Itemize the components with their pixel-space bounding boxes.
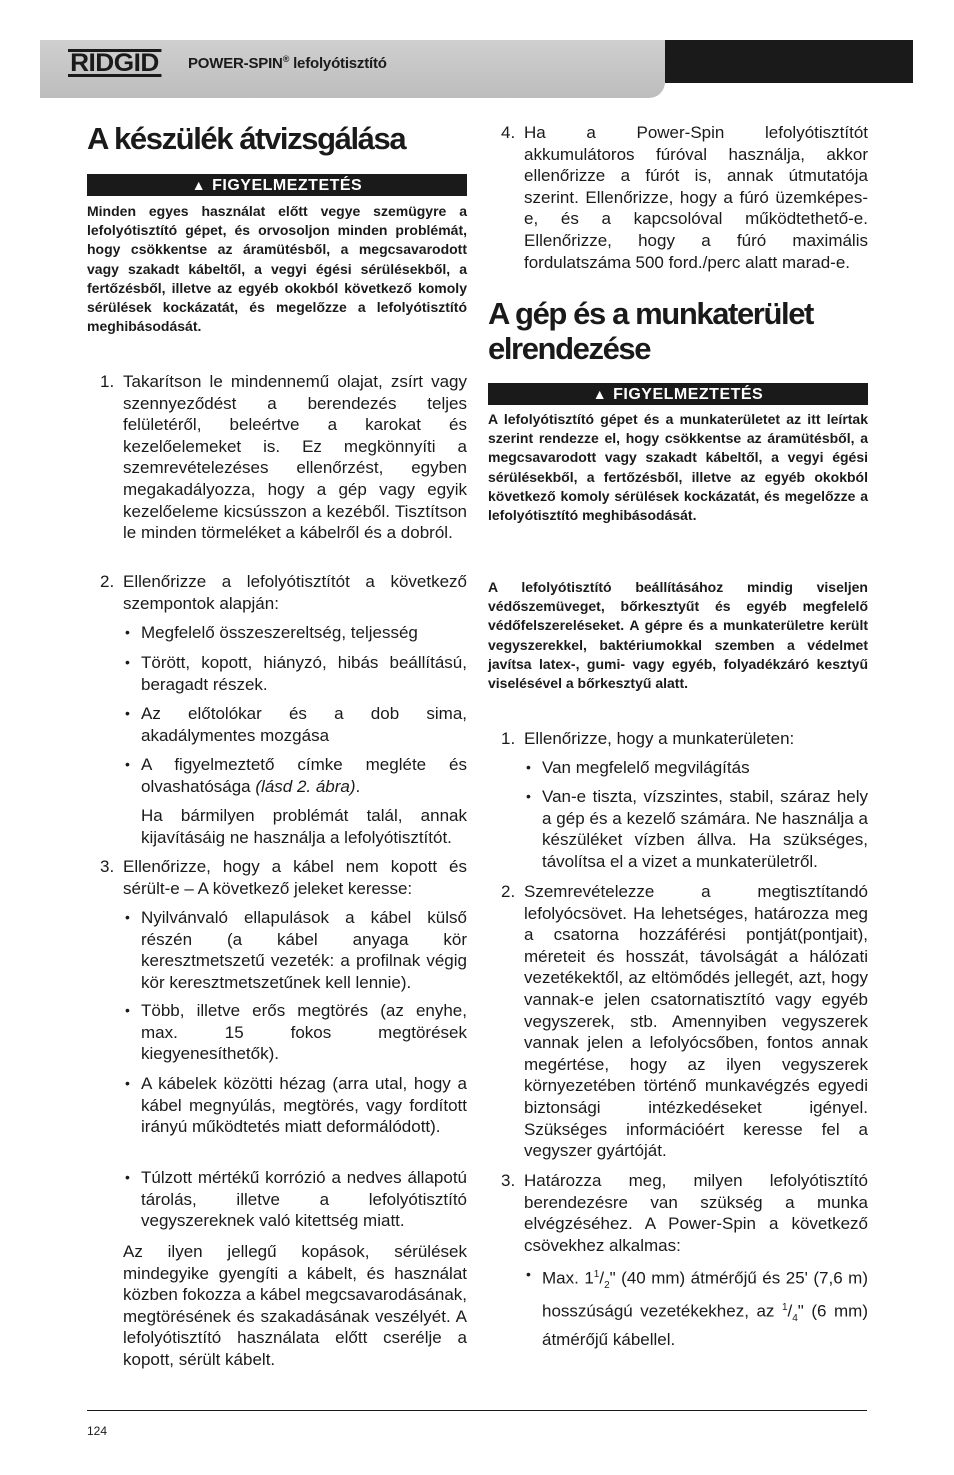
list-item: 3. Határozza meg, milyen lefolyótisztító berendezésre van szükség a munka elvégzéséhez. A Power-Spin a következő csövekhez alkalmas: xyxy=(501,1171,868,1255)
warning-text: A lefolyótisztító beállításához mindig viseljen védőszemüveget, bőrkesztyűt és egyéb megfelelő védőfelszereléseket. A gépre és a munkaterületre került vegyszerekkel, baktériumokkal szemben a védelmet javítsa latex-, gumi- vagy egyéb, folyadékzáró kesztyű viselésével a bőrkesztyű alatt. xyxy=(488,579,868,692)
warning-triangle-icon: ▲ xyxy=(191,177,207,193)
warning-banner: ▲ FIGYELMEZTETÉS xyxy=(488,383,868,405)
bullet-item: • Van megfelelő megvilágítás xyxy=(526,758,750,777)
bullet-item: • Az előtolókar és a dob sima, akadálymentes mozgása xyxy=(125,704,467,745)
bullet-item: • Túlzott mértékű korrózió a nedves állapotú tárolás, illetve a lefolyótisztító vegyszereknek való kitettség miatt. xyxy=(125,1168,467,1231)
figure-reference: (lásd 2. ábra) xyxy=(255,776,356,796)
warning-text: A lefolyótisztító gépet és a munkaterületet az itt leírtak szerint rendezze el, hogy csökkentse az áramütésből, a megcsavarodott vagy szakadt kábeltől, a vegyi égési sérülésekből, a fertőzésből, illetve az egyéb okokból következő komoly sérülések kockázatát, és megelőzze a lefolyótisztító meghibásodását. xyxy=(488,411,868,524)
footer-divider xyxy=(87,1410,867,1411)
note-text: Ha bármilyen problémát talál, annak kijavításáig ne használja a lefolyótisztítót. xyxy=(141,806,467,847)
page-number: 124 xyxy=(87,1424,108,1438)
bullet-item: • Nyilvánvaló ellapulások a kábel külső részén (a kábel anyaga kör keresztmetszetű vezeték: a profilnak végig kör keresztmetszetűnek kell lennie). xyxy=(125,908,467,992)
section-heading-setup: A gép és a munkaterület elrendezése xyxy=(488,296,813,366)
header-title: POWER-SPIN® lefolyótisztító xyxy=(188,54,387,72)
list-item: 1. Ellenőrizze, hogy a munkaterületen: xyxy=(501,729,795,748)
warning-text: Minden egyes használat előtt vegye szemügyre a lefolyótisztító gépet, és orvosoljon minden problémát, hogy csökkentse az áramütésből, a megcsavarodott vagy szakadt kábeltől, a vegyi égési sérülésekből, a fertőzésből, illetve az egyéb okokból következő komoly sérülések kockázatát, és megelőzze a lefolyótisztító meghibásodását. xyxy=(87,203,467,335)
warning-banner: ▲ FIGYELMEZTETÉS xyxy=(87,174,467,196)
bullet-item: • A kábelek közötti hézag (arra utal, hogy a kábel megnyúlás, megtörés, vagy fordított irányú működtetés miatt deformálódott). xyxy=(125,1074,467,1137)
note-text: Az ilyen jellegű kopások, sérülések mindegyike gyengíti a kábelt, és használat közben fokozza a kábel megcsavarodásának, megtörésének és szakadásának veszélyét. A lefolyótisztító használata előtt cserélje a kopott, sérült kábelt. xyxy=(123,1242,467,1369)
warning-triangle-icon: ▲ xyxy=(592,386,608,402)
list-item: 2. Szemrevételezze a megtisztítandó lefolyócsövet. Ha lehetséges, határozza meg a csatorna hozzáférési pontját(pontjait), méreteit és hosszát, távolságát a hálózati vezetékektől, az eltömődés jellegét, azt, hogy vannak-e jelen csatornatisztító vagy egyéb vegyszerek, stb. Amennyiben vegyszerek vannak jelen a lefolyócsőben, fontos annak megértése, hogy az ilyen vegyszerek környezetében történő munkavégzés egyedi biztonsági intézkedéseket igényel. Szükséges információért keresse fel a vegyszer gyártóját. xyxy=(501,882,868,1161)
list-item: 1. Takarítson le mindennemű olajat, zsírt vagy szennyeződést a berendezés teljes felületéről, beleértve a karokat és kezelőelemeket is. Ez megkönnyíti a szemrevételezéses ellenőrzést, egyben megakadályozza, hogy a gép vagy egyik kezelőeleme kicsússzon a kezéből. Tisztítson le minden törmeléket a kábelről és a dobról. xyxy=(100,372,467,543)
section-heading-inspection: A készülék átvizsgálása xyxy=(87,121,406,156)
list-item: 2. Ellenőrizze a lefolyótisztítót a következő szempontok alapján: xyxy=(100,572,467,613)
bullet-item: • Több, illetve erős megtörés (az enyhe, max. 15 fokos megtörések kiegyenesíthetők). xyxy=(125,1001,467,1064)
list-item: 4. Ha a Power-Spin lefolyótisztítót akkumulátoros fúróval használja, akkor ellenőrizze a fúrót is, annak útmutatója szerint. Ellenőrizze, hogy a fúró üzemképes-e, és a kapcsolóval működtethető-e. Ellenőrizze, hogy a fúró maximális fordulatszáma 500 ford./perc alatt marad-e. xyxy=(501,123,868,272)
list-item: 3. Ellenőrizze, hogy a kábel nem kopott és sérült-e – A következő jeleket keresse: xyxy=(100,857,467,898)
bullet-item: • Max. $1^1/_2$" (40 mm) átmérőjű és 25' (7,6 m) hosszúságú vezetékekhez, az $^1/_4$" (6 mm) átmérőjű kábellel. xyxy=(526,1266,868,1350)
header-black-tab xyxy=(665,40,913,83)
bullet-item: • Van-e tiszta, vízszintes, stabil, száraz hely a gép és a kezelő számára. Ne használja a készüléket vízben állva. Ha szükséges, távolítsa el a vizet a munkaterületről. xyxy=(526,787,868,871)
bullet-item: • A figyelmeztető címke megléte és olvashatósága (lásd 2. ábra). xyxy=(125,755,467,796)
bullet-item: • Megfelelő összeszereltség, teljesség xyxy=(125,623,418,642)
bullet-item: • Törött, kopott, hiányzó, hibás beállítású, beragadt részek. xyxy=(125,653,467,694)
ridgid-logo: RIDGID xyxy=(68,49,161,77)
